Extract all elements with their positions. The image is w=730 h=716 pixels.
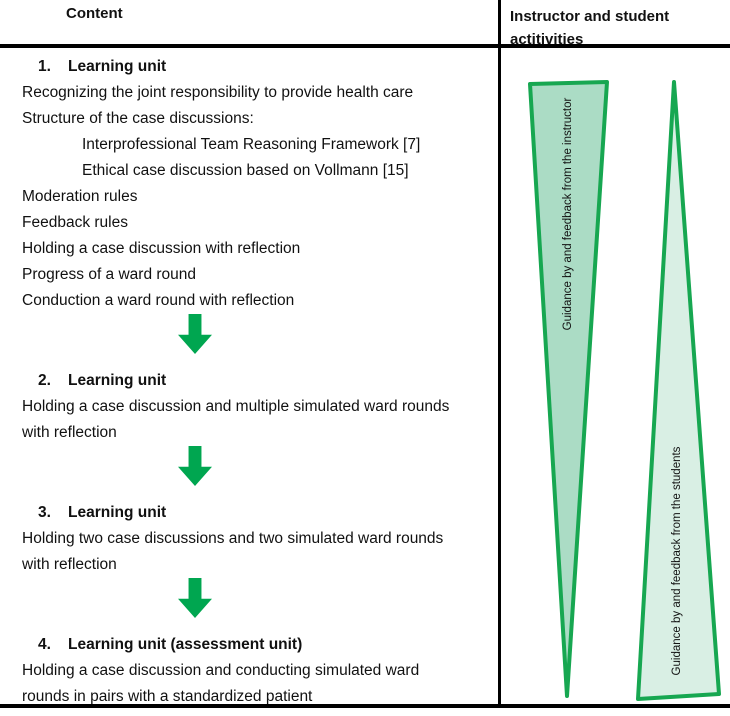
- section-number: 4.: [38, 636, 51, 653]
- activities-funnels-graphic: [501, 48, 727, 708]
- table-body-row: [0, 48, 730, 708]
- learning-unit-section: [0, 54, 498, 314]
- section-lines: [0, 526, 498, 578]
- section-title: Learning unit: [68, 58, 167, 75]
- section-heading: [0, 632, 498, 658]
- content-line: Ethical case discussion based on Vollmann [15]: [82, 162, 409, 179]
- section-title: Learning unit: [68, 504, 167, 521]
- content-line: Conduction a ward round with reflection: [22, 292, 295, 309]
- section-lines: [0, 80, 498, 314]
- learning-unit-section: [0, 500, 498, 578]
- section-lines: [0, 658, 498, 704]
- table-header-row: [0, 0, 730, 48]
- content-column-header: Content: [0, 0, 501, 44]
- content-line: Holding two case discussions and two simulated ward rounds: [22, 530, 444, 547]
- content-line: Progress of a ward round: [22, 266, 197, 283]
- content-line: Holding a case discussion and conducting simulated ward: [22, 662, 420, 679]
- content-line: Interprofessional Team Reasoning Framework [7]: [82, 136, 421, 153]
- content-line: Recognizing the joint responsibility to provide health care: [22, 84, 414, 101]
- section-lines: [0, 394, 498, 446]
- content-line: rounds in pairs with a standardized patient: [22, 688, 313, 704]
- section-number: 1.: [38, 58, 51, 75]
- instructor-funnel-label: Guidance by and feedback from the instructor: [562, 97, 574, 331]
- section-title: Learning unit (assessment unit): [68, 636, 303, 653]
- down-arrow-icon: [178, 446, 212, 486]
- activities-column-header: [501, 0, 730, 48]
- content-line: Holding a case discussion with reflection: [22, 240, 301, 257]
- section-heading: [0, 500, 498, 526]
- content-line: with reflection: [22, 424, 117, 441]
- section-heading: [0, 54, 498, 80]
- learning-unit-section: [0, 368, 498, 446]
- learning-unit-section: [0, 632, 498, 704]
- section-number: 2.: [38, 372, 51, 389]
- students-funnel-label: Guidance by and feedback from the students: [671, 446, 683, 676]
- content-line: Moderation rules: [22, 188, 138, 205]
- content-sections: [0, 48, 501, 704]
- down-arrow-icon: [178, 578, 212, 618]
- content-line: Structure of the case discussions:: [22, 110, 254, 127]
- content-line: with reflection: [22, 556, 117, 573]
- content-line: Holding a case discussion and multiple simulated ward rounds: [22, 398, 450, 415]
- activities-column: [501, 48, 730, 704]
- content-line: Feedback rules: [22, 214, 128, 231]
- section-number: 3.: [38, 504, 51, 521]
- section-title: Learning unit: [68, 372, 167, 389]
- activities-column-header-label: Instructor and student actitivities: [510, 8, 670, 48]
- section-heading: [0, 368, 498, 394]
- down-arrow-icon: [178, 314, 212, 354]
